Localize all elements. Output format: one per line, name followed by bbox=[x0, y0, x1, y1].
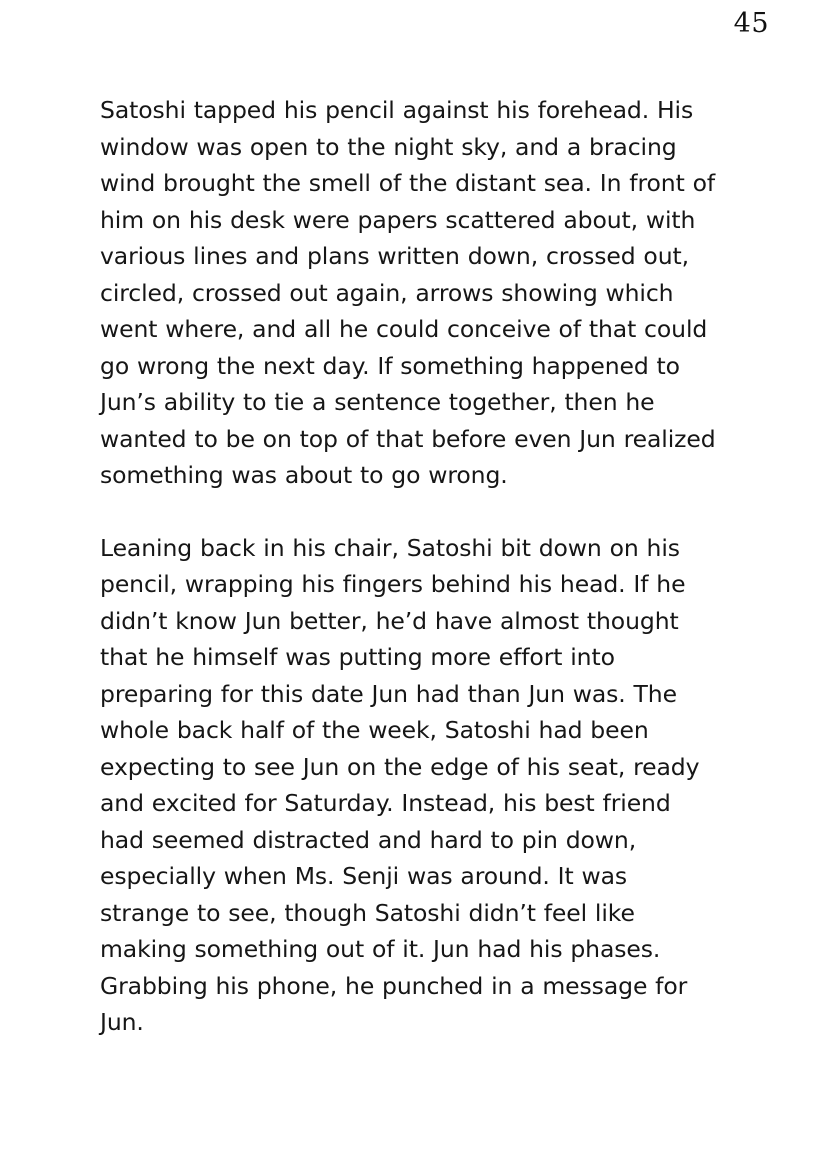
paragraph: Leaning back in his chair, Satoshi bit down on his pencil, wrapping his fingers behind his head. If he didn’t know Jun better, he’d have almost thought that he himself was putting more effort into preparing for this date Jun had than Jun was. The whole back half of the week, Satoshi had been expecting to see Jun on the edge of his seat, ready and excited for Saturday. Instead, his best friend had seemed distracted and hard to pin down, especially when Ms. Senji was around. It was strange to see, though Satoshi didn’t feel like making something out of it. Jun had his phases. Grabbing his phone, he punched in a message for Jun. bbox=[100, 533, 700, 1036]
body-text-column bbox=[100, 92, 720, 1041]
page-number: 45 bbox=[733, 8, 769, 39]
paragraph: Satoshi tapped his pencil against his forehead. His window was open to the night sky, and a bracing wind brought the smell of the distant sea. In front of him on his desk were papers scattered about, with various lines and plans written down, crossed out, circled, crossed out again, arrows showing which went where, and all he could conceive of that could go wrong the next day. If something happened to Jun’s ability to tie a sentence together, then he wanted to be on top of that before even Jun realized something was about to go wrong. bbox=[100, 96, 716, 489]
